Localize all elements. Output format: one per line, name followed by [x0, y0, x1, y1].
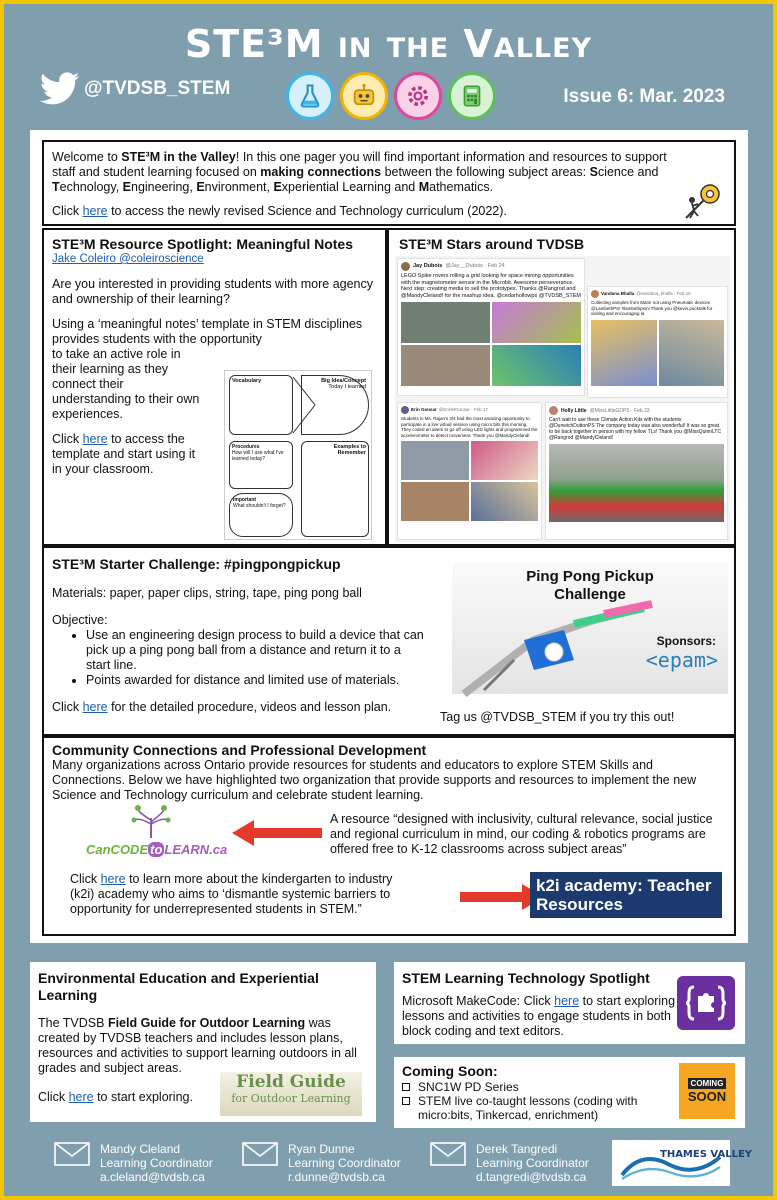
ping-pong-challenge-image: Ping Pong Pickup Challenge Sponsors: <epam>: [452, 562, 728, 694]
ping-pong-device-illustration: [454, 600, 654, 694]
curriculum-line: Click here to access the newly revised Science and Technology curriculum (2022).: [52, 204, 507, 218]
objective-label: Objective:: [52, 613, 108, 627]
challenge-title: STE³M Starter Challenge: #pingpongpickup: [52, 556, 341, 572]
contact-mandy[interactable]: Mandy Cleland Learning Coordinator a.cleland@tvdsb.ca: [54, 1142, 213, 1184]
template-examples-box: Examples to Remember: [301, 441, 369, 537]
template-procedures-box: Procedures How will I use what I've learned today?: [229, 441, 293, 489]
stem-stars-section: [387, 228, 736, 546]
tag-text: Tag us @TVDSB_STEM if you try this out!: [440, 710, 675, 724]
contact-derek[interactable]: Derek Tangredi Learning Coordinator d.tangredi@tvdsb.ca: [430, 1142, 589, 1184]
field-guide-link[interactable]: here: [68, 1090, 94, 1104]
tweet-collage: [395, 256, 730, 542]
cancode-quote: A resource “designed with inclusivity, cultural relevance, social justice and regional curriculum in mind, our coding & robotics programs are offered free to K-12 classrooms across subject areas”: [330, 812, 713, 856]
k2i-description: Click here to learn more about the kindergarten to industry (k2i) academy who aims to ‘dismantle systemic barriers to opportunity for underrepresented students in STEM.”: [70, 872, 393, 916]
coming-soon-title: Coming Soon:: [402, 1063, 498, 1079]
avatar: [401, 262, 410, 271]
cancode-to-learn-logo: CanCODE to LEARN.ca: [86, 804, 216, 864]
epam-logo: <epam>: [645, 648, 718, 672]
k2i-academy-banner[interactable]: k2i academy: Teacher Resources: [530, 872, 722, 918]
community-title: Community Connections and Professional Development: [52, 742, 427, 758]
stars-title: STE³M Stars around TVDSB: [399, 236, 585, 252]
community-connections-section: [42, 736, 736, 936]
tweet-card: Vandana Bhalla @vandana_bhalla · Feb 16 Collecting samples from Mars! not using Pneumatic devices @LambethPS! #lambethpsmi Thank you @kevin.pucktalk for visiting and encouraging la: [587, 286, 728, 398]
engineering-climber-icon: [680, 178, 724, 222]
materials-text: Materials: paper, paper clips, string, tape, ping pong ball: [52, 586, 362, 600]
checkbox-icon: [402, 1097, 410, 1105]
template-important-box: Important What shouldn't I forget?: [229, 493, 293, 537]
avatar: [591, 290, 599, 298]
header: [0, 0, 777, 125]
newsletter-title: STE³M in the Valley: [184, 22, 593, 66]
svg-text:THAMES VALLEY: THAMES VALLEY: [660, 1149, 753, 1160]
technology-spotlight-section: [394, 962, 745, 1044]
issue-number: Issue 6: Mar. 2023: [563, 86, 725, 107]
avatar: [549, 406, 558, 415]
spotlight-title: STE³M Resource Spotlight: Meaningful Notes: [52, 236, 354, 252]
meaningful-notes-template-image: [224, 370, 372, 540]
calculator-icon: [448, 72, 496, 120]
makecode-logo-icon: [677, 976, 735, 1030]
tweet-card: Jay Dubois @Jay__Dubois · Feb 24 LEGO Spike rovers rolling a grid looking for space mining opportunities with the magnetometer sensor in the Microbit. Awesome perseverance. Next step: creating media to sell the prototypes. Thanks @Rangrod and @MandyCleland! for the mashup idea. @cedarhollowps @TVDSB_STEM: [397, 258, 585, 396]
field-guide-line: Click here to start exploring.: [38, 1090, 193, 1104]
envelope-icon: [430, 1142, 466, 1166]
contact-ryan[interactable]: Ryan Dunne Learning Coordinator r.dunne@tvdsb.ca: [242, 1142, 401, 1184]
envelope-icon: [54, 1142, 90, 1166]
twitter-handle-text: @TVDSB_STEM: [84, 78, 231, 99]
starter-challenge-section: [42, 546, 736, 736]
spotlight-paragraph-3: Click here to access the template and start using it in your classroom.: [52, 432, 196, 476]
robot-icon: [340, 72, 388, 120]
procedure-link[interactable]: here: [82, 700, 108, 714]
objective-item: • Use an engineering design process to build a device that can pick up a ping pong ball from a distance and return it to a start line.: [86, 628, 426, 673]
tweet-card: Holly Little @MissLittleGDPS · Feb 22 Can't wait to use these Climate Action Kits with the students @DunwichDuttonPS The company today was also wonderful! It was so great to be back together in person with my fellow TLs! Thank you @MissQuinnLTC @Rangrod @MandyCleland!: [545, 402, 728, 540]
procedure-line: Click here for the detailed procedure, videos and lesson plan.: [52, 700, 392, 714]
environment-paragraph: The TVDSB Field Guide for Outdoor Learning was created by TVDSB teachers and includes lesson plans, resources and activities to support learning outdoors in all grades and subject areas.: [38, 1016, 357, 1075]
spotlight-paragraph-2b: to take an active role in their learning as they connect their understanding to their own experiences.: [52, 347, 200, 421]
community-intro: Many organizations across Ontario provide resources for students and educators to explore STEM Skills and Connections. Below we have highlighted two organization that provide supports and resources to implement the new Science and Technology curriculum and celebrate student learning.: [52, 758, 697, 802]
twitter-bird-icon: [40, 72, 80, 106]
tech-text: Microsoft MakeCode: Click here to start exploring lessons and activities to engage students in both block coding and text editors.: [402, 994, 676, 1038]
left-arrow-icon: [232, 818, 322, 848]
environmental-education-section: [30, 962, 376, 1122]
twitter-handle-link[interactable]: [40, 72, 230, 106]
makecode-link[interactable]: here: [554, 994, 580, 1008]
avatar: [401, 406, 409, 414]
template-big-idea-box: Big Idea/Concept Today I learned: [301, 375, 369, 435]
tech-title: STEM Learning Technology Spotlight: [402, 970, 650, 986]
intro-section: [42, 140, 736, 226]
tweet-photo: [401, 302, 581, 386]
objective-item: • Points awarded for distance and limited use of materials.: [86, 673, 426, 688]
main-panel: [30, 130, 748, 943]
flask-icon: [286, 72, 334, 120]
tweet-photo: [549, 444, 724, 522]
template-vocabulary-box: Vocabulary: [229, 375, 293, 435]
tweet-photo: [401, 441, 538, 521]
coming-soon-section: [394, 1057, 745, 1128]
tweet-photo: [591, 320, 724, 386]
objective-list: [86, 628, 426, 688]
subject-icons: [286, 72, 496, 120]
k2i-link[interactable]: here: [100, 872, 126, 886]
author-link[interactable]: Jake Coleiro @coleiroscience: [52, 253, 204, 265]
gear-icon: [394, 72, 442, 120]
spotlight-paragraph-2a: Using a ‘meaningful notes’ template in STEM disciplines provides students with the opportunity: [52, 317, 363, 346]
template-link[interactable]: here: [82, 432, 108, 446]
coming-soon-badge-icon: COMING SOON: [679, 1063, 735, 1119]
environment-title: Environmental Education and Experiential Learning: [38, 970, 319, 1003]
coming-soon-item: STEM live co-taught lessons (coding with micro:bits, Tinkercad, enrichment): [402, 1094, 682, 1122]
coming-soon-item: SNC1W PD Series: [402, 1080, 737, 1094]
envelope-icon: [242, 1142, 278, 1166]
intro-text: Welcome to STE³M in the Valley! In this one pager you will find important information and resources to support staff and student learning focused on making connections between the following subject areas: Science and Technology, Engineering, Environment, Experiential Learning and Mathematics.: [52, 150, 667, 194]
checkbox-icon: [402, 1083, 410, 1091]
curriculum-link[interactable]: here: [82, 204, 108, 218]
tree-icon: [116, 804, 186, 838]
field-guide-image: Field Guide for Outdoor Learning: [220, 1072, 362, 1116]
thames-valley-logo: [612, 1140, 753, 1186]
spotlight-paragraph-1: Are you interested in providing students with more agency and ownership of their learning?: [52, 277, 374, 306]
resource-spotlight-section: [42, 228, 387, 546]
tweet-card: Erin Gonsar @ErinMGonsar · Feb 17 Students in Ms. Rajan's 3/4 had the most amazing opportunity to participate in a live virtual session using micro:bits this morning. They coded an alarm to go off using LED lights and programmed the accelerometer to detect movement. Thank you @MandyCleland!: [397, 402, 542, 540]
